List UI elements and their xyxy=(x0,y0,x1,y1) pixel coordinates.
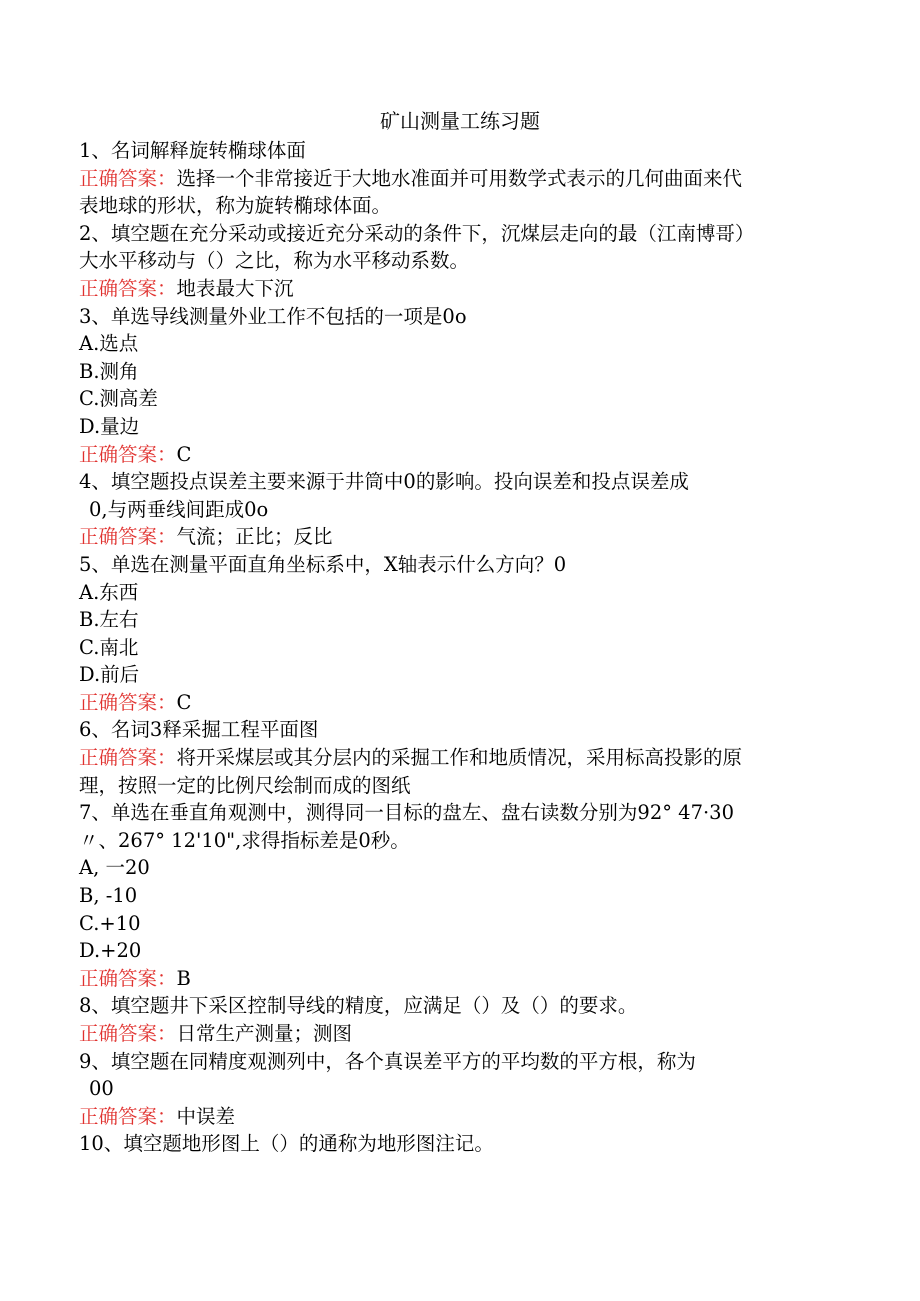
question-1: 1、名词解释旋转椭球体面 xyxy=(79,139,306,162)
question-5: 5、单选在测量平面直角坐标系中，X轴表示什么方向？0 xyxy=(79,552,567,576)
option-a: A, 一20 xyxy=(79,856,150,880)
question-3: 3、单选导线测量外业工作不包括的一项是0o xyxy=(79,304,467,328)
answer-6-continued: 理，按照一定的比例尺绘制而成的图纸 xyxy=(79,773,411,797)
document-title: 矿山测量工练习题 xyxy=(380,109,540,133)
option-a: A.东西 xyxy=(79,580,139,604)
answer-5 xyxy=(79,689,841,717)
answer-text: 选择一个非常接近于大地水准面并可用数学式表示的几何曲面来代 xyxy=(176,166,743,190)
question-4-continued: 0,与两垂线间距成0o xyxy=(89,497,269,521)
answer-2 xyxy=(79,275,841,303)
answer-3 xyxy=(79,441,841,469)
answer-text: C xyxy=(176,690,192,714)
answer-label: 正确答案： xyxy=(79,166,177,190)
option-b: B, -10 xyxy=(79,884,138,908)
answer-4 xyxy=(79,523,841,551)
question-2: 2、填空题在充分采动或接近充分采动的条件下，沉煤层走向的最（江南博哥） xyxy=(79,221,755,245)
question-7: 7、单选在垂直角观测中，测得同一目标的盘左、盘右读数分别为92° 47·30 xyxy=(79,801,734,825)
answer-1-continued: 表地球的形状，称为旋转椭球体面。 xyxy=(79,194,392,218)
question-8: 8、填空题井下采区控制导线的精度，应满足（）及（）的要求。 xyxy=(79,994,638,1018)
option-c: C.+10 xyxy=(79,911,141,935)
answer-label: 正确答案： xyxy=(79,746,177,770)
option-d: D.前后 xyxy=(79,663,140,687)
question-9: 9、填空题在同精度观测列中，各个真误差平方的平均数的平方根，称为 xyxy=(79,1049,696,1073)
option-d: D.+20 xyxy=(79,939,142,963)
answer-label: 正确答案： xyxy=(79,442,177,466)
answer-text: C xyxy=(176,442,192,466)
answer-8 xyxy=(79,1020,841,1048)
question-list xyxy=(79,137,841,1158)
question-10: 10、填空题地形图上（）的通称为地形图注记。 xyxy=(79,1132,494,1156)
answer-label: 正确答案： xyxy=(79,1022,177,1045)
option-d: D.量边 xyxy=(79,414,140,438)
answer-7 xyxy=(79,965,841,993)
option-b: B.测角 xyxy=(79,359,139,383)
option-c: C.南北 xyxy=(79,635,139,659)
answer-label: 正确答案： xyxy=(79,1104,177,1128)
answer-9 xyxy=(79,1103,841,1131)
answer-1 xyxy=(79,165,841,193)
question-6: 6、名词3释采掘工程平面图 xyxy=(79,718,319,742)
answer-label: 正确答案： xyxy=(79,966,177,990)
option-a: A.选点 xyxy=(79,332,139,356)
answer-text: 中误差 xyxy=(176,1104,236,1128)
option-b: B.左右 xyxy=(79,608,139,632)
answer-text: 日常生产测量；测图 xyxy=(176,1022,353,1045)
question-9-continued: 00 xyxy=(89,1077,114,1101)
answer-label: 正确答案： xyxy=(79,690,177,714)
answer-label: 正确答案： xyxy=(79,525,177,549)
answer-6 xyxy=(79,744,841,772)
answer-text: 将开采煤层或其分层内的采掘工作和地质情况，采用标高投影的原 xyxy=(176,746,743,770)
answer-label: 正确答案： xyxy=(79,276,177,300)
question-2-continued: 大水平移动与（）之比，称为水平移动系数。 xyxy=(79,249,470,273)
answer-text: 地表最大下沉 xyxy=(176,276,294,300)
question-7-continued: 〃、267° 12'10",求得指标差是0秒。 xyxy=(79,828,410,852)
option-c: C.测高差 xyxy=(79,387,158,411)
question-4: 4、填空题投点误差主要来源于井筒中0的影响。投向误差和投点误差成 xyxy=(79,470,689,494)
answer-text: B xyxy=(176,966,191,990)
answer-text: 气流；正比；反比 xyxy=(176,525,333,549)
